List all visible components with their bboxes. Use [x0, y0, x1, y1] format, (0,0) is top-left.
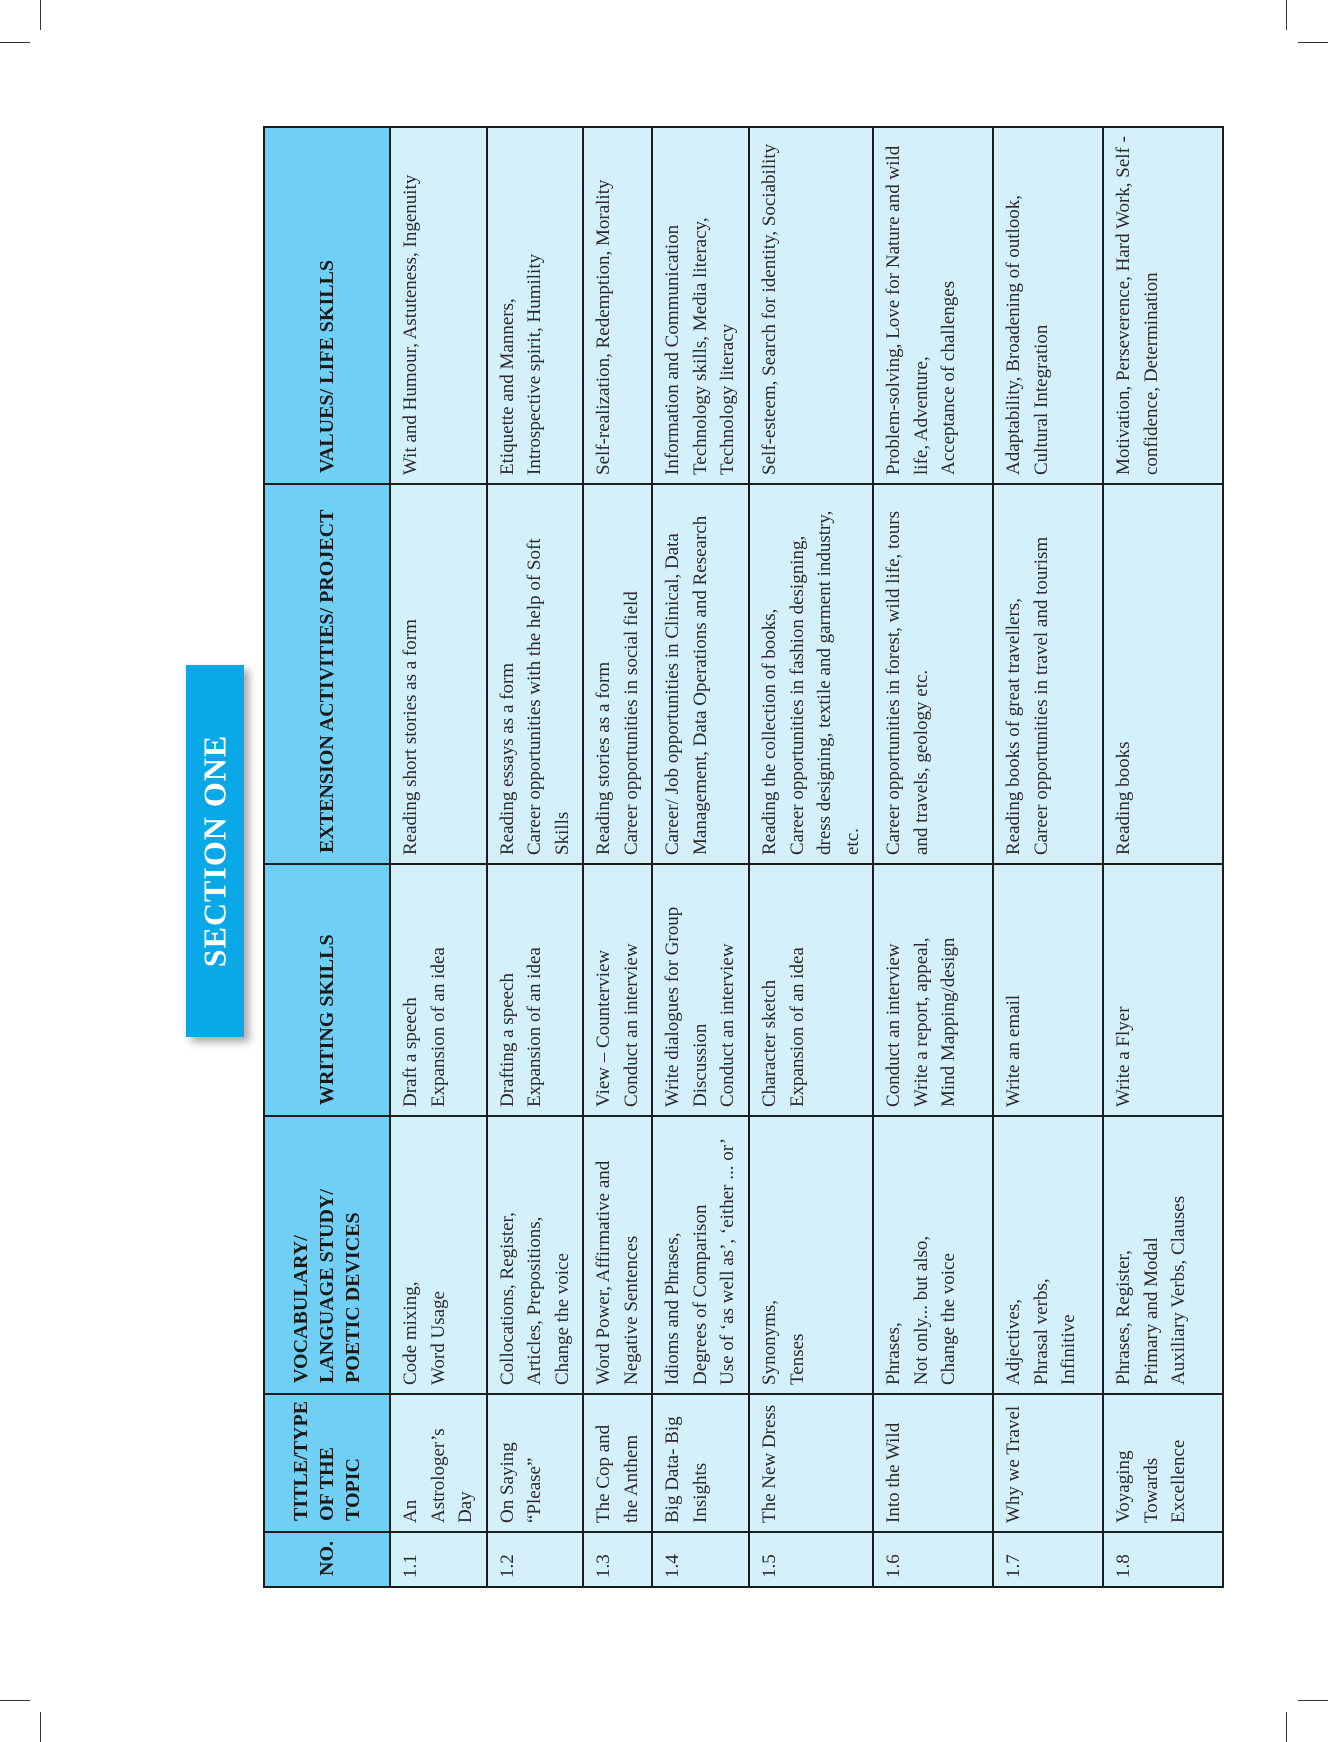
extension-activities-line: Reading the collection of books,: [759, 608, 781, 855]
topic-title-cell: Why we Travel: [993, 1394, 1103, 1532]
vocabulary-line: Use of ‘as well as’, ‘either ... or’: [717, 1137, 739, 1385]
row-number-cell: 1.7: [993, 1532, 1103, 1587]
values-cell: [1103, 127, 1223, 484]
values-cell: [487, 127, 584, 484]
extension-activities-line: Reading stories as a form: [593, 661, 615, 855]
syllabus-table-rotated: [263, 128, 1190, 1588]
topic-title-cell: An Astrologer’s Day: [390, 1394, 487, 1532]
extension-activities-cell: [583, 484, 652, 864]
values-line: Introspective spirit, Humility: [524, 253, 546, 475]
writing-skills-line: Expansion of an idea: [524, 947, 546, 1107]
vocabulary-line: Collocations, Register,: [496, 1212, 518, 1385]
row-number-cell: 1.1: [390, 1532, 487, 1587]
vocabulary-line: Change the voice: [551, 1253, 573, 1385]
topic-title-cell: The New Dress: [749, 1394, 873, 1532]
values-cell: [749, 127, 873, 484]
header-writing-skills: WRITING SKILLS: [264, 864, 390, 1116]
writing-skills-cell: [583, 864, 652, 1116]
writing-skills-cell: [487, 864, 584, 1116]
syllabus-table: [263, 126, 1224, 1588]
writing-skills-cell: [390, 864, 487, 1116]
header-title: TITLE/TYPE OF THE TOPIC: [264, 1394, 390, 1532]
vocabulary-line: Phrases,: [883, 1322, 905, 1385]
header-vocabulary: VOCABULARY/ LANGUAGE STUDY/ POETIC DEVICES: [264, 1116, 390, 1394]
writing-skills-cell: [1103, 864, 1223, 1116]
writing-skills-line: Write dialogues for Group Discussion: [662, 906, 711, 1107]
section-banner: [186, 665, 244, 1037]
writing-skills-line: Drafting a speech: [496, 973, 518, 1107]
vocabulary-line: Infinitive: [1058, 1314, 1080, 1385]
row-number-cell: 1.2: [487, 1532, 584, 1587]
values-line: Problem-solving, Love for Nature and wild life, Adventure,: [883, 145, 932, 475]
syllabus-table-container: [263, 128, 1190, 1588]
values-cell: [390, 127, 487, 484]
writing-skills-line: Expansion of an idea: [786, 947, 808, 1107]
extension-activities-line: Reading books of great travellers,: [1003, 598, 1025, 855]
table-header-row: [264, 127, 390, 1587]
extension-activities-line: Reading essays as a form: [496, 662, 518, 855]
writing-skills-cell: [652, 864, 749, 1116]
crop-mark: [40, 0, 41, 30]
vocabulary-line: Phrasal verbs,: [1030, 1278, 1052, 1385]
vocabulary-cell: [583, 1116, 652, 1394]
vocabulary-cell: [873, 1116, 993, 1394]
vocabulary-line: Word Usage: [427, 1291, 449, 1385]
row-number-cell: 1.4: [652, 1532, 749, 1587]
extension-activities-line: Career opportunities in travel and tourism: [1030, 536, 1052, 855]
values-cell: [993, 127, 1103, 484]
header-no: NO.: [264, 1532, 390, 1587]
extension-activities-cell: [652, 484, 749, 864]
extension-activities-line: Career opportunities in social field: [620, 591, 642, 855]
vocabulary-line: Primary and Modal: [1140, 1237, 1162, 1385]
vocabulary-cell: [487, 1116, 584, 1394]
extension-activities-line: Career/ Job opportunities in Clinical, Data Management, Data Operations and Research: [662, 515, 711, 855]
vocabulary-line: Change the voice: [938, 1253, 960, 1385]
header-extension-activities: EXTENSION ACTIVITIES/ PROJECT: [264, 484, 390, 864]
topic-title-cell: Voyaging Towards Excellence: [1103, 1394, 1223, 1532]
row-number-cell: 1.8: [1103, 1532, 1223, 1587]
topic-title-cell: On Saying “Please”: [487, 1394, 584, 1532]
values-line: Motivation, Perseverence, Hard Work, Self -confidence, Determination: [1113, 136, 1162, 475]
vocabulary-cell: [652, 1116, 749, 1394]
extension-activities-line: Career opportunities with the help of Soft Skills: [524, 538, 573, 855]
vocabulary-line: Not only... but also,: [910, 1235, 932, 1385]
writing-skills-line: Mind Mapping/design: [938, 937, 960, 1107]
writing-skills-cell: [993, 864, 1103, 1116]
vocabulary-line: Code mixing,: [400, 1281, 421, 1385]
table-body: [390, 127, 1223, 1587]
writing-skills-line: Write an email: [1003, 994, 1025, 1107]
vocabulary-cell: [1103, 1116, 1223, 1394]
row-number-cell: 1.3: [583, 1532, 652, 1587]
crop-mark: [1286, 0, 1287, 30]
writing-skills-line: Draft a speech: [400, 997, 421, 1107]
vocabulary-line: Adjectives,: [1003, 1298, 1025, 1385]
values-line: Information and Communication Technology skills, Media literacy, Technology literacy: [662, 217, 739, 475]
vocabulary-line: Tenses: [786, 1333, 808, 1385]
extension-activities-line: Career opportunities in forest, wild life, tours and travels, geology etc.: [883, 510, 932, 855]
writing-skills-cell: [749, 864, 873, 1116]
extension-activities-cell: [390, 484, 487, 864]
values-line: Wit and Humour, Astuteness, Ingenuity: [400, 174, 421, 475]
extension-activities-line: Reading books: [1113, 741, 1135, 855]
topic-title-cell: The Cop and the Anthem: [583, 1394, 652, 1532]
crop-mark: [1298, 1700, 1328, 1701]
vocabulary-line: Auxiliary Verbs, Clauses: [1168, 1195, 1190, 1385]
extension-activities-cell: [993, 484, 1103, 864]
values-cell: [652, 127, 749, 484]
vocabulary-line: Idioms and Phrases,: [662, 1232, 684, 1385]
table-row: [487, 127, 584, 1587]
values-cell: [583, 127, 652, 484]
extension-activities-cell: [749, 484, 873, 864]
extension-activities-line: Reading short stories as a form: [400, 619, 421, 855]
table-row: [749, 127, 873, 1587]
crop-mark: [40, 1712, 41, 1742]
writing-skills-line: Expansion of an idea: [427, 947, 449, 1107]
writing-skills-line: Character sketch: [759, 979, 781, 1107]
table-row: [993, 127, 1103, 1587]
topic-title-cell: Into the Wild: [873, 1394, 993, 1532]
writing-skills-line: Write a report, appeal,: [910, 937, 932, 1107]
values-line: Self-esteem, Search for identity, Sociability: [759, 143, 781, 475]
values-line: Etiquette and Manners,: [496, 298, 518, 475]
section-title: SECTION ONE: [196, 734, 233, 968]
row-number-cell: 1.6: [873, 1532, 993, 1587]
extension-activities-cell: [873, 484, 993, 864]
table-row: [583, 127, 652, 1587]
vocabulary-line: Articles, Prepositions,: [524, 1216, 546, 1385]
table-row: [652, 127, 749, 1587]
vocabulary-line: Degrees of Comparison: [689, 1204, 711, 1385]
writing-skills-cell: [873, 864, 993, 1116]
crop-mark: [1286, 1712, 1287, 1742]
extension-activities-cell: [1103, 484, 1223, 864]
vocabulary-cell: [390, 1116, 487, 1394]
crop-mark: [0, 42, 30, 43]
table-row: [1103, 127, 1223, 1587]
writing-skills-line: Conduct an interview: [620, 943, 642, 1107]
header-values: VALUES/ LIFE SKILLS: [264, 127, 390, 484]
vocabulary-cell: [993, 1116, 1103, 1394]
vocabulary-line: Word Power, Affirmative and Negative Sentences: [593, 1160, 642, 1385]
row-number-cell: 1.5: [749, 1532, 873, 1587]
writing-skills-line: Conduct an interview: [717, 943, 739, 1107]
values-line: Adaptability, Broadening of outlook, Cultural Integration: [1003, 194, 1052, 475]
values-line: Self-realization, Redemption, Morality: [593, 179, 615, 475]
writing-skills-line: View – Counterview: [593, 949, 615, 1107]
vocabulary-cell: [749, 1116, 873, 1394]
writing-skills-line: Write a Flyer: [1113, 1006, 1135, 1107]
vocabulary-line: Synonyms,: [759, 1300, 781, 1385]
table-row: [873, 127, 993, 1587]
values-cell: [873, 127, 993, 484]
crop-mark: [0, 1700, 30, 1701]
writing-skills-line: Conduct an interview: [883, 943, 905, 1107]
vocabulary-line: Phrases, Register,: [1113, 1250, 1135, 1385]
values-line: Acceptance of challenges: [938, 280, 960, 475]
table-row: [390, 127, 487, 1587]
topic-title-cell: Big Data- Big Insights: [652, 1394, 749, 1532]
crop-mark: [1298, 42, 1328, 43]
extension-activities-cell: [487, 484, 584, 864]
extension-activities-line: Career opportunities in fashion designing, dress designing, textile and garment industry, etc.: [786, 510, 863, 855]
